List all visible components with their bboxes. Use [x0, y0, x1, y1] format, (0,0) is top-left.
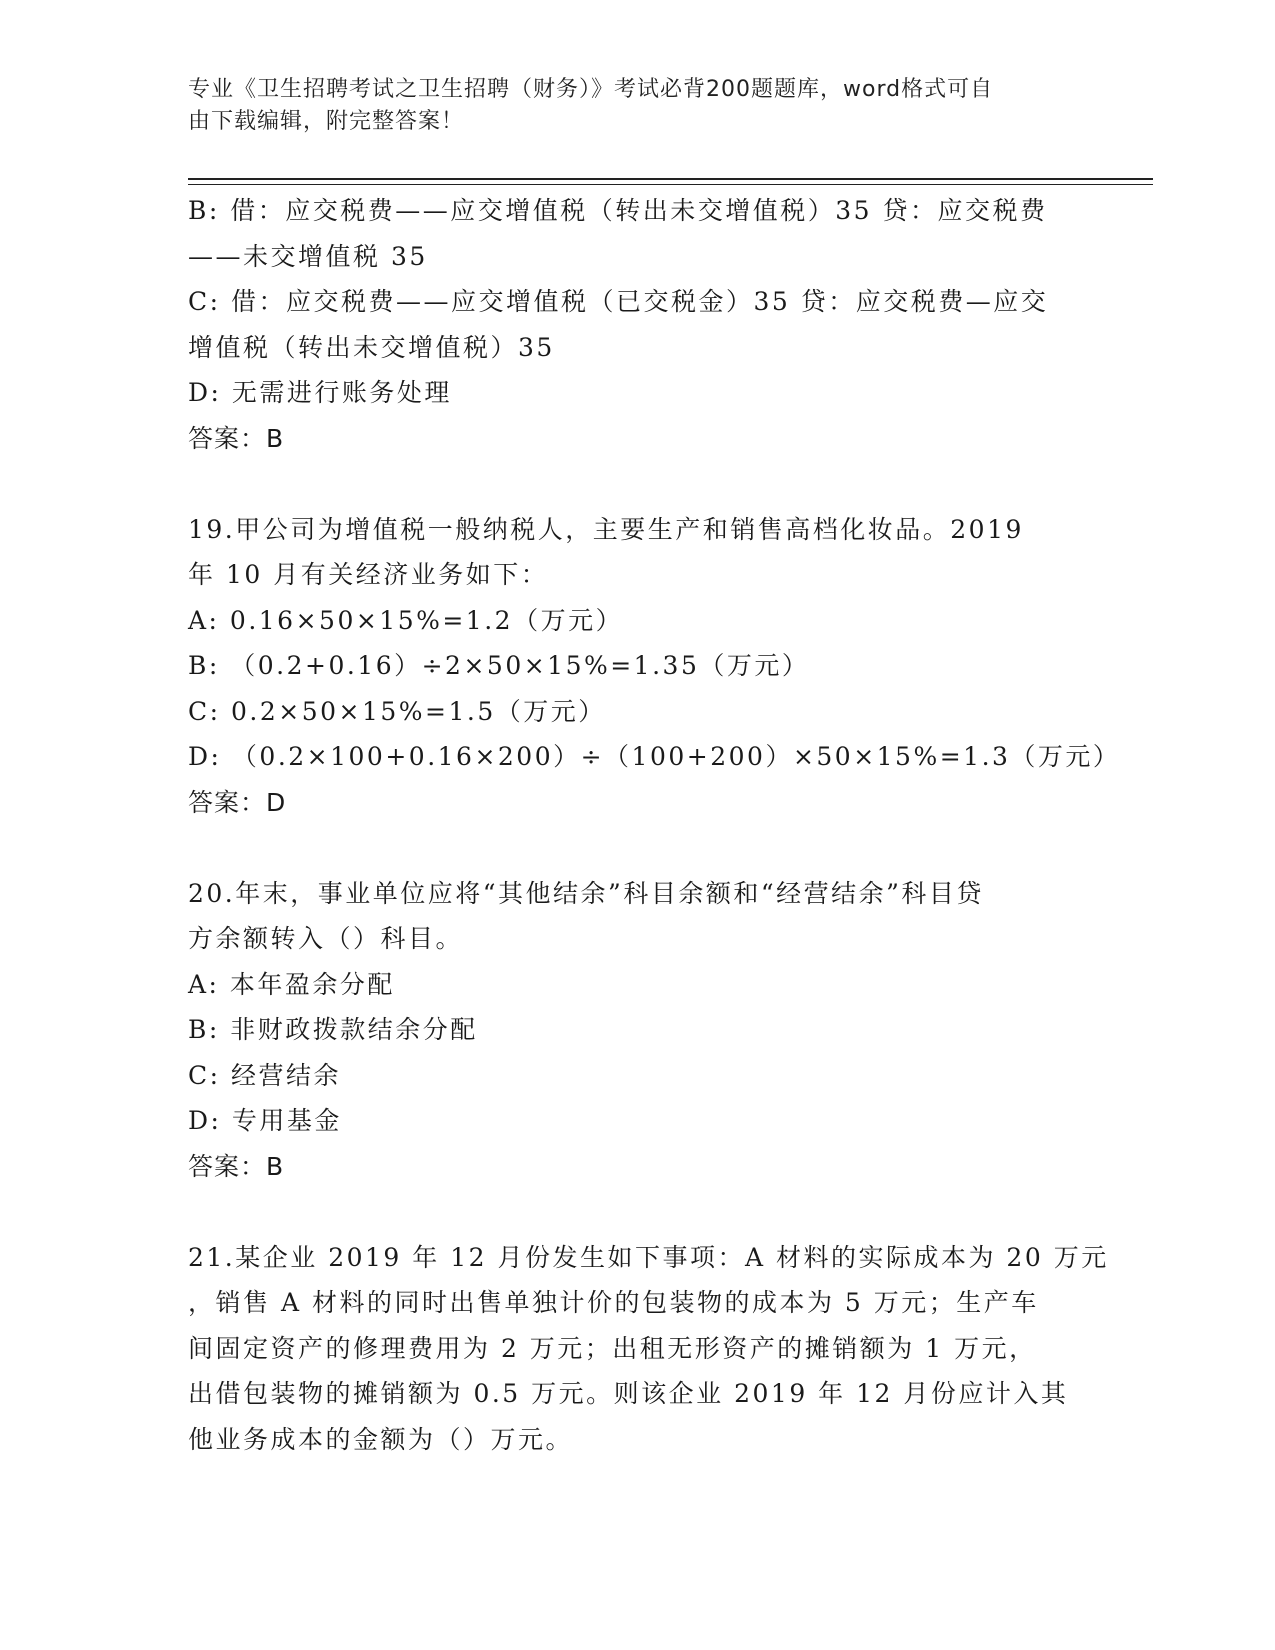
- option-b: B: （0.2+0.16）÷2×50×15%=1.35（万元）: [188, 651, 810, 680]
- question-stem: ，销售 A 材料的同时出售单独计价的包装物的成本为 5 万元；生产车: [188, 1288, 1039, 1317]
- option-b: B: 非财政拨款结余分配: [188, 1015, 478, 1044]
- question-stem: 方余额转入（）科目。: [188, 924, 464, 953]
- option-c-line: 增值税（转出未交增值税）35: [188, 332, 555, 362]
- option-c: C: 经营结余: [188, 1060, 341, 1090]
- question-stem: 间固定资产的修理费用为 2 万元；出租无形资产的摊销额为 1 万元，: [188, 1333, 1037, 1363]
- question-stem: 年 10 月有关经济业务如下：: [188, 560, 549, 589]
- option-d: D: （0.2×100+0.16×200）÷（100+200）×50×15%=1.3（万元）: [188, 742, 1121, 771]
- option-a: A: 本年盈余分配: [188, 969, 395, 999]
- header-divider-thin: [188, 184, 1153, 185]
- question-stem: 他业务成本的金额为（）万元。: [188, 1424, 574, 1454]
- question-20: [188, 871, 1088, 1190]
- question-18-continued: [188, 188, 1088, 461]
- option-b-line: B: 借：应交税费——应交增值税（转出未交增值税）35 贷：应交税费: [188, 196, 1048, 225]
- answer-line: 答案：D: [188, 787, 287, 817]
- answer-line: 答案：B: [188, 1151, 285, 1181]
- question-19: [188, 507, 1121, 826]
- spacer: [188, 1189, 1088, 1235]
- question-stem: 出借包装物的摊销额为 0.5 万元。则该企业 2019 年 12 月份应计入其: [188, 1379, 1069, 1408]
- question-stem: 20.年末，事业单位应将“其他结余”科目余额和“经营结余”科目贷: [188, 878, 984, 908]
- question-21: [188, 1235, 1109, 1463]
- answer-line: 答案：B: [188, 423, 285, 453]
- option-a: A: 0.16×50×15%=1.2（万元）: [188, 605, 624, 635]
- option-c: C: 0.2×50×15%=1.5（万元）: [188, 696, 606, 726]
- question-stem: 21.某企业 2019 年 12 月份发生如下事项：A 材料的实际成本为 20 万元: [188, 1242, 1109, 1272]
- document-body: [188, 188, 1121, 1462]
- header-divider: [188, 178, 1153, 180]
- spacer: [188, 461, 1088, 507]
- header-line: 专业《卫生招聘考试之卫生招聘（财务）》考试必背200题题库，word格式可自: [188, 77, 994, 102]
- question-stem: 19.甲公司为增值税一般纳税人，主要生产和销售高档化妆品。2019: [188, 514, 1024, 544]
- option-d: D: 专用基金: [188, 1106, 342, 1135]
- header-line: 由下载编辑，附完整答案！: [188, 109, 465, 134]
- spacer: [188, 825, 1088, 871]
- option-b-line: ——未交增值税 35: [188, 241, 428, 271]
- option-d-line: D: 无需进行账务处理: [188, 378, 452, 407]
- document-header: [188, 74, 1088, 138]
- option-c-line: C: 借：应交税费——应交增值税（已交税金）35 贷：应交税费—应交: [188, 287, 1049, 316]
